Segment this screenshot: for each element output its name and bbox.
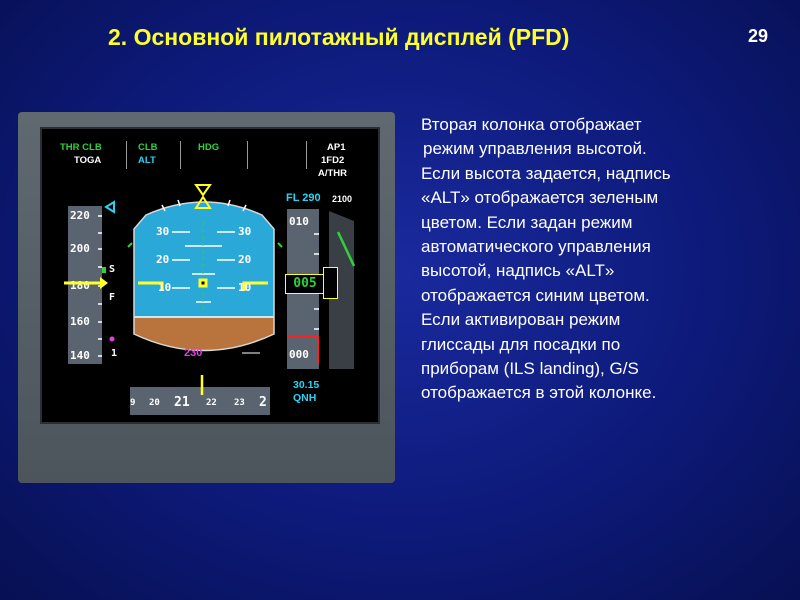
fma-col5-line2: 1FD2 <box>321 155 345 166</box>
speed-trend-icon <box>100 277 108 289</box>
body-line: Если высота задается, надпись <box>421 163 671 183</box>
altitude-drum <box>323 267 338 299</box>
heading-tick-label: 9 <box>130 398 136 408</box>
speed-marker-1: 1 <box>111 348 118 359</box>
magenta-marker-icon <box>110 337 115 342</box>
speed-marker-s: S <box>109 264 116 275</box>
body-line: приборам (ILS landing), G/S <box>421 359 639 379</box>
body-line: Если активирован режим <box>421 310 621 330</box>
selected-speed: 230 <box>184 347 203 359</box>
fma-col5-line1: AP1 <box>327 142 346 153</box>
heading-tick-label: 2 <box>259 395 267 410</box>
speed-marker-f: F <box>109 292 116 303</box>
speed-tick-label: 140 <box>70 349 90 362</box>
body-line: режим управления высотой. <box>423 139 647 159</box>
body-line: высотой, надпись «ALT» <box>421 261 615 281</box>
body-line: автоматического управления <box>421 237 651 257</box>
pitch-label: 10 <box>158 281 172 294</box>
pfd-screen <box>40 127 380 424</box>
body-line: «ALT» отображается зеленым <box>421 188 659 208</box>
pitch-label: 30 <box>238 225 252 238</box>
pitch-label: 10 <box>238 281 252 294</box>
speed-tick-label: 180 <box>70 279 90 292</box>
fma-col5-line3: A/THR <box>318 168 348 179</box>
body-text <box>421 113 781 406</box>
altitude-tick-label: 000 <box>289 348 309 361</box>
fma-col1-line2: TOGA <box>74 155 102 166</box>
speed-tick-label: 200 <box>70 242 90 255</box>
speed-target-icon <box>106 202 114 212</box>
bank-pointer-icon <box>196 185 210 195</box>
altitude-tick-label: 010 <box>289 215 309 228</box>
slide-title: 2. Основной пилотажный дисплей (PFD) <box>108 24 570 50</box>
heading-tick-label: 22 <box>206 398 217 408</box>
fma-col1-line1: THR CLB <box>60 142 102 153</box>
fma-col2-line2: ALT <box>138 155 156 166</box>
heading-tick-label: 23 <box>234 398 245 408</box>
baro-value: 30.15 <box>293 379 320 391</box>
heading-tick-label: 20 <box>149 398 160 408</box>
speed-tick-label: 160 <box>70 315 90 328</box>
page-number: 29 <box>748 26 769 46</box>
altitude-readout: 005 <box>285 274 325 294</box>
fma-col2-line1: CLB <box>138 142 158 153</box>
altitude-target-value: 2100 <box>332 194 353 204</box>
body-line: глиссады для посадки по <box>421 334 621 354</box>
body-line: отображается синим цветом. <box>421 285 650 305</box>
pitch-label: 20 <box>156 253 170 266</box>
body-line: Вторая колонка отображает <box>421 115 642 134</box>
pitch-label: 30 <box>156 225 170 238</box>
altitude-target-fl: FL 290 <box>286 192 321 204</box>
body-line: отображается в этой колонке. <box>421 383 657 403</box>
fma-col3-line1: HDG <box>198 142 220 153</box>
body-line: цветом. Если задан режим <box>421 212 633 232</box>
baro-label: QNH <box>293 392 317 404</box>
pitch-label: 20 <box>238 253 252 266</box>
speed-tick-label: 220 <box>70 209 90 222</box>
heading-tick-label: 21 <box>174 395 190 410</box>
ground-area <box>130 317 280 377</box>
